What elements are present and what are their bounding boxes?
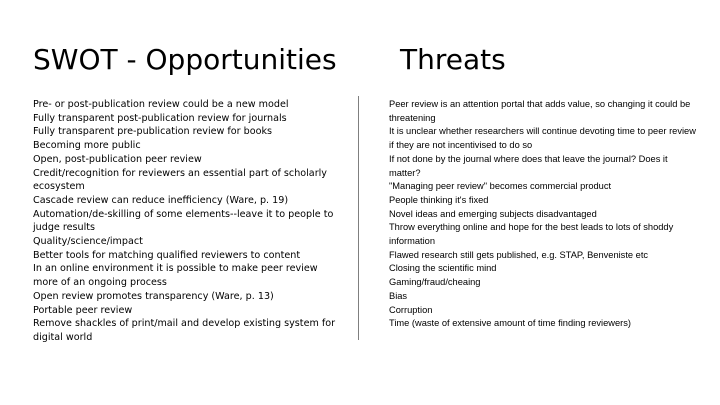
opportunity-item: Better tools for matching qualified reviewers to content — [33, 249, 301, 261]
opportunity-item: Automation/de-skilling of some elements--leave it to people to judge results — [33, 208, 334, 234]
threat-item: Peer review is an attention portal that adds value, so changing it could be threatening — [389, 99, 691, 123]
threats-list — [389, 98, 699, 331]
threat-item: Flawed research still gets published, e.g. STAP, Benveniste etc — [389, 249, 649, 260]
threat-item: "Managing peer review" becomes commercial product — [389, 181, 612, 192]
opportunity-item: Becoming more public — [33, 140, 141, 152]
opportunity-item: Open, post-publication peer review — [33, 153, 202, 165]
threat-item: Novel ideas and emerging subjects disadvantaged — [389, 208, 597, 219]
threat-item: People thinking it's fixed — [389, 194, 489, 205]
threat-item: Closing the scientific mind — [389, 263, 497, 274]
opportunity-item: Pre- or post-publication review could be a new model — [33, 99, 289, 110]
threat-item: Corruption — [389, 304, 433, 315]
threat-item: Time (waste of extensive amount of time finding reviewers) — [389, 318, 631, 329]
opportunities-list — [33, 98, 343, 345]
opportunity-item: Fully transparent pre-publication review for books — [33, 126, 273, 138]
threat-item: Bias — [389, 290, 408, 301]
threat-item: Gaming/fraud/cheaing — [389, 277, 481, 288]
opportunity-item: Credit/recognition for reviewers an essential part of scholarly ecosystem — [33, 167, 327, 193]
opportunity-item: Fully transparent post-publication review for journals — [33, 112, 287, 124]
opportunities-title: SWOT - Opportunities — [33, 43, 337, 76]
opportunity-item: Cascade review can reduce inefficiency (Ware, p. 19) — [33, 194, 289, 206]
threat-item: Throw everything online and hope for the best leads to lots of shoddy information — [389, 222, 674, 247]
opportunity-item: Quality/science/impact — [33, 236, 143, 248]
opportunity-item: Remove shackles of print/mail and develop existing system for digital world — [33, 318, 336, 343]
threat-item: It is unclear whether researchers will continue devoting time to peer review if they are not incentivised to do so — [389, 126, 696, 151]
threats-title: Threats — [400, 43, 506, 76]
opportunity-item: Open review promotes transparency (Ware, p. 13) — [33, 290, 274, 302]
opportunity-item: Portable peer review — [33, 304, 133, 316]
threat-item: If not done by the journal where does that leave the journal? Does it matter? — [389, 153, 668, 178]
column-divider — [358, 96, 359, 340]
opportunity-item: In an online environment it is possible to make peer review more of an ongoing process — [33, 263, 318, 289]
